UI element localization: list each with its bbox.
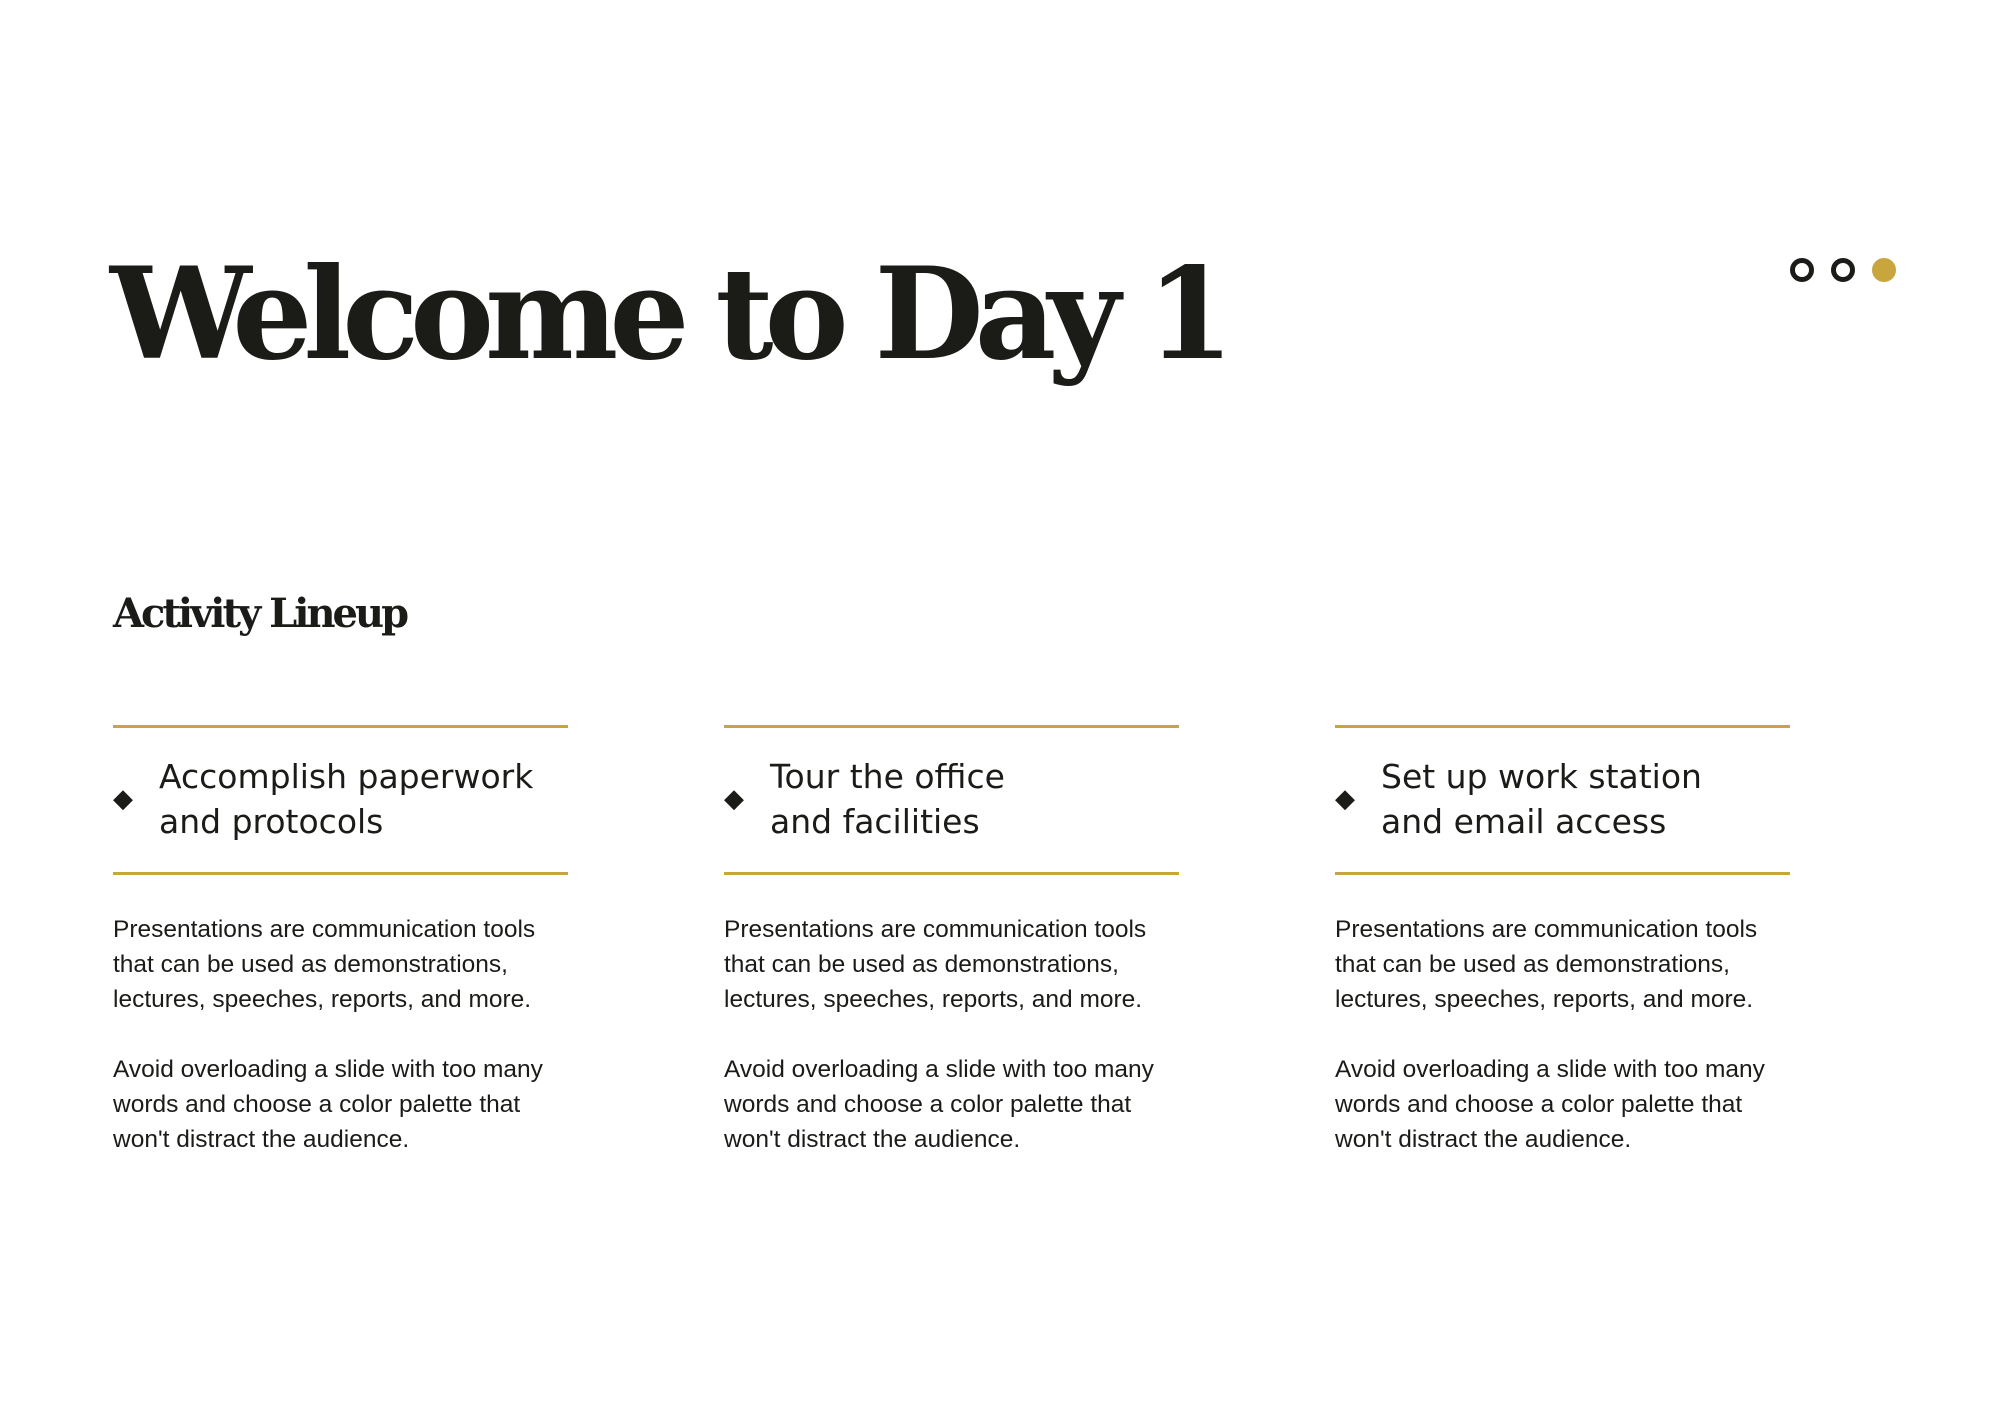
activity-heading-row	[1335, 728, 1790, 872]
activity-column-3	[1335, 725, 1790, 1192]
description-paragraph-1: Presentations are communication tools that can be used as demonstrations, lectures, speeches, reports, and more.	[1335, 916, 1758, 1013]
indicator-dot-filled-icon	[1872, 258, 1896, 282]
activity-heading-row	[724, 728, 1179, 872]
description-paragraph-2: Avoid overloading a slide with too many words and choose a color palette that won't distract the audience.	[1335, 1056, 1765, 1153]
activity-column-2	[724, 725, 1179, 1192]
activity-description	[1335, 912, 1790, 1157]
indicator-dot-outline-icon	[1831, 258, 1855, 282]
divider-bottom	[113, 872, 568, 875]
divider-bottom	[724, 872, 1179, 875]
diamond-icon: ◆	[1335, 784, 1355, 814]
diamond-icon: ◆	[724, 784, 744, 814]
description-paragraph-2: Avoid overloading a slide with too many words and choose a color palette that won't distract the audience.	[724, 1056, 1154, 1153]
description-paragraph-2: Avoid overloading a slide with too many words and choose a color palette that won't distract the audience.	[113, 1056, 543, 1153]
description-paragraph-1: Presentations are communication tools that can be used as demonstrations, lectures, speeches, reports, and more.	[724, 916, 1147, 1013]
diamond-icon: ◆	[113, 784, 133, 814]
activity-heading: Tour the office and facilities	[770, 757, 1005, 841]
activity-description	[113, 912, 568, 1157]
slide-indicator	[1790, 258, 1896, 282]
activity-heading: Accomplish paperwork and protocols	[159, 757, 534, 841]
activity-column-1	[113, 725, 568, 1192]
activity-heading-row	[113, 728, 568, 872]
activity-heading: Set up work station and email access	[1381, 757, 1702, 841]
page-title: Welcome to Day 1	[110, 240, 1226, 388]
description-paragraph-1: Presentations are communication tools that can be used as demonstrations, lectures, speeches, reports, and more.	[113, 916, 536, 1013]
indicator-dot-outline-icon	[1790, 258, 1814, 282]
section-title: Activity Lineup	[113, 590, 407, 637]
divider-bottom	[1335, 872, 1790, 875]
activity-description	[724, 912, 1179, 1157]
